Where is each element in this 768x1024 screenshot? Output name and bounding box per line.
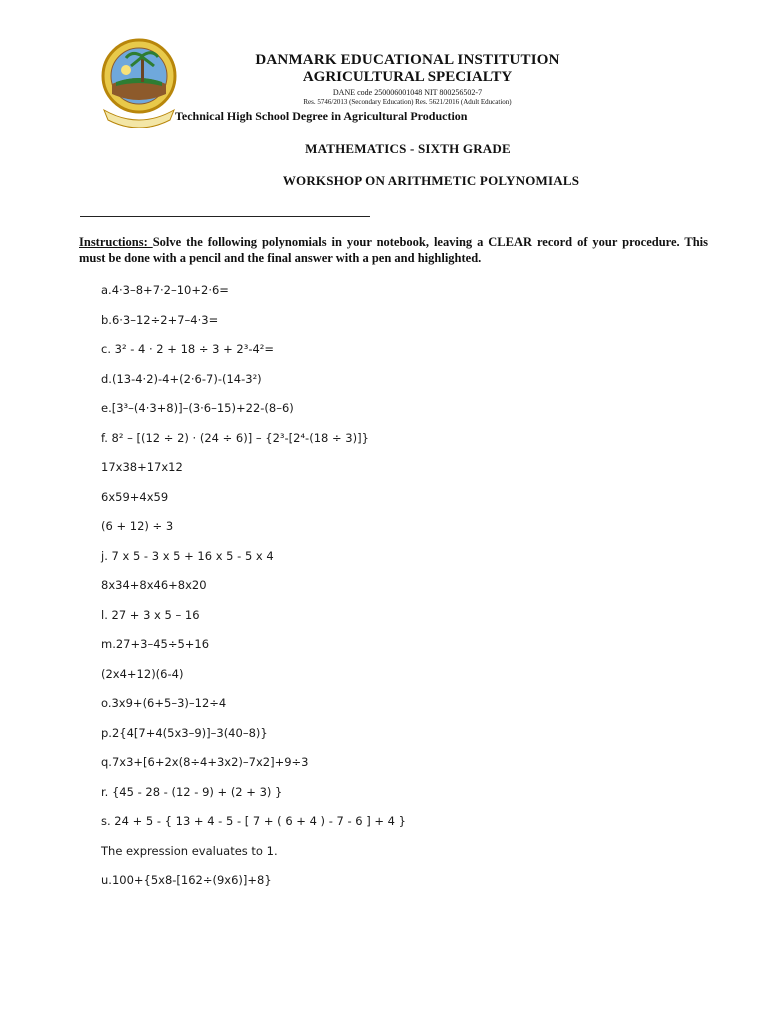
list-item: a.4·3–8+7·2–10+2·6= [101, 283, 229, 297]
workshop-title: WORKSHOP ON ARITHMETIC POLYNOMIALS [282, 173, 580, 188]
list-item: o.3x9+(6+5–3)–12÷4 [101, 696, 227, 710]
subject-title: MATHEMATICS - SIXTH GRADE [305, 141, 511, 156]
instructions-text: Solve the following polynomials in your notebook, leaving a CLEAR record of your procedure. This must be done with a pencil and the final answer with a pen and highlighted. [79, 235, 708, 265]
list-item: (6 + 12) ÷ 3 [101, 519, 174, 533]
degree-line: Technical High School Degree in Agricultural Production [175, 109, 468, 123]
list-item: u.100+{5x8-[162÷(9x6)]+8} [101, 873, 272, 887]
list-item: j. 7 x 5 - 3 x 5 + 16 x 5 - 5 x 4 [101, 548, 274, 563]
list-item: 8x34+8x46+8x20 [101, 578, 207, 592]
list-item: d.(13-4·2)-4+(2·6-7)-(14-3²) [101, 371, 262, 386]
list-item: 17x38+17x12 [101, 460, 183, 474]
specialty-name: AGRICULTURAL SPECIALTY [302, 69, 513, 85]
list-item: The expression evaluates to 1. [101, 843, 278, 858]
institution-name: DANMARK EDUCATIONAL INSTITUTION [255, 52, 560, 68]
instructions-label: Instructions: [79, 235, 153, 249]
name-line-divider [80, 216, 370, 217]
instructions-paragraph [79, 234, 708, 266]
school-crest-logo-icon [98, 36, 180, 128]
resolutions: Res. 5746/2013 (Secondary Education) Res. 5621/2016 (Adult Education) [303, 98, 512, 106]
letterhead [185, 52, 630, 107]
list-item: e.[3³–(4·3+8)]–(3·6–15)+22-(8–6) [101, 401, 294, 415]
list-item: 6x59+4x59 [101, 489, 169, 504]
list-item: r. {45 - 28 - (12 - 9) + (2 + 3) } [101, 784, 283, 799]
list-item: (2x4+12)(6-4) [101, 666, 184, 681]
list-item: q.7x3+[6+2x(8÷4+3x2)–7x2]+9÷3 [101, 755, 309, 769]
list-item: c. 3² - 4 · 2 + 18 ÷ 3 + 2³-4²= [101, 342, 275, 356]
list-item: f. 8² – [(12 ÷ 2) · (24 ÷ 6)] – {2³-[2⁴-(18 ÷ 3)]} [101, 430, 369, 445]
list-item: m.27+3–45÷5+16 [101, 637, 210, 651]
list-item: b.6·3–12÷2+7–4·3= [101, 312, 219, 327]
list-item: l. 27 + 3 x 5 – 16 [101, 607, 200, 622]
list-item: p.2{4[7+4(5x3–9)]–3(40–8)} [101, 725, 268, 740]
dane-code: DANE code 250006001048 NIT 800256502-7 [332, 88, 483, 97]
list-item: s. 24 + 5 - { 13 + 4 - 5 - [ 7 + ( 6 + 4 ) - 7 - 6 ] + 4 } [101, 814, 406, 828]
problem-list [101, 280, 406, 900]
